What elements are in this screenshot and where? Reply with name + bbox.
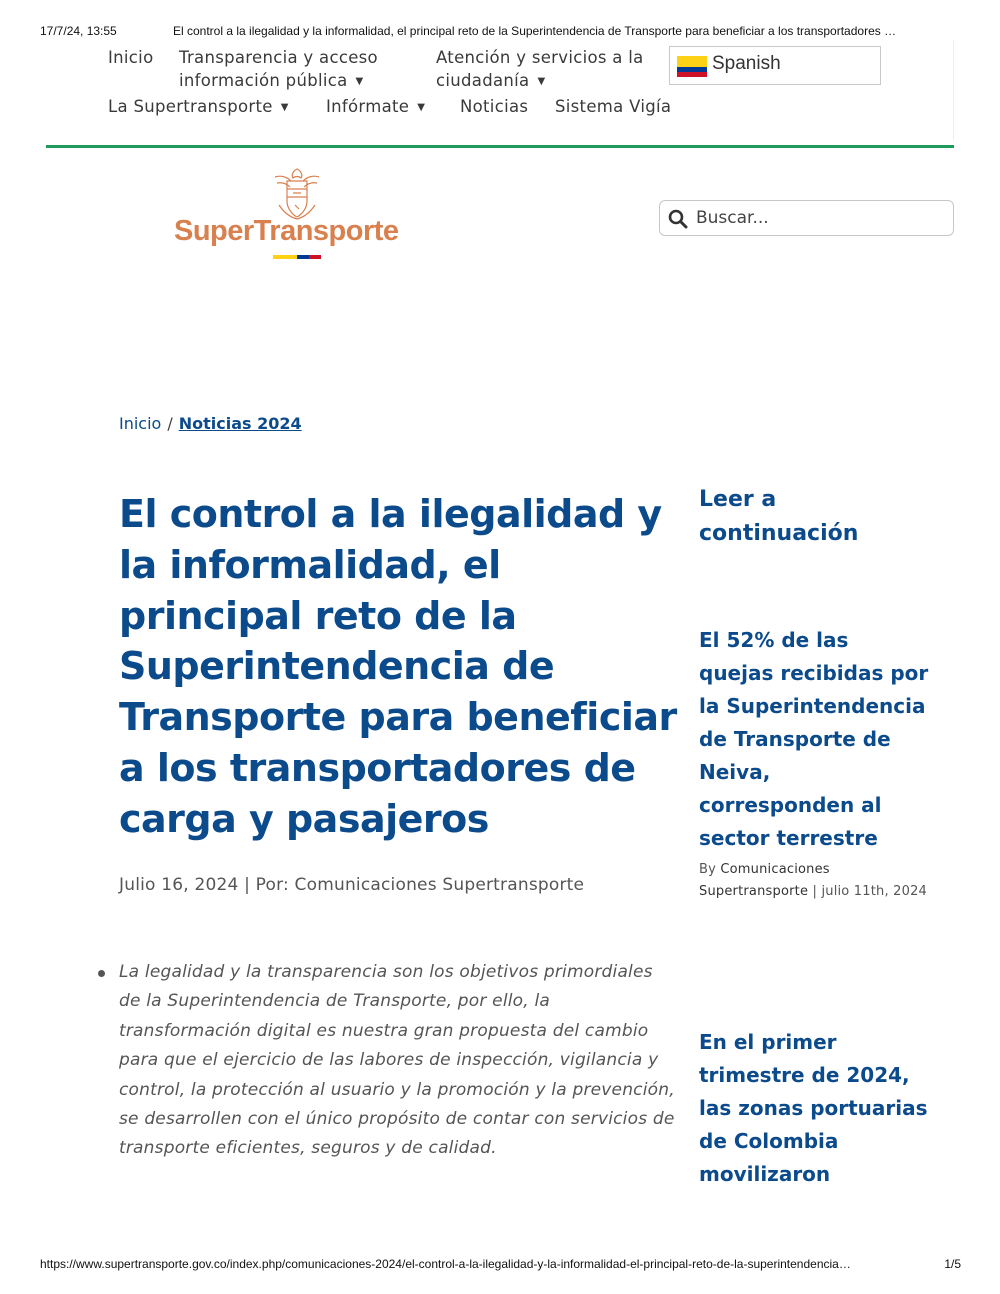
nav-item-transparencia[interactable]: [179, 46, 378, 93]
nav-label: Transparencia y acceso: [179, 48, 378, 67]
nav-item-sistema-vigia[interactable]: [555, 95, 671, 118]
related-post-date: julio 11th, 2024: [821, 884, 928, 899]
site-logo[interactable]: [174, 165, 424, 265]
search-icon[interactable]: [668, 209, 688, 229]
nav-item-noticias[interactable]: [460, 95, 528, 118]
breadcrumb: [119, 414, 302, 433]
caret-down-icon: ▼: [280, 102, 289, 113]
article-highlights: [119, 958, 679, 1164]
breadcrumb-separator: /: [167, 414, 173, 433]
print-datetime: 17/7/24, 13:55: [40, 24, 117, 38]
sidebar-heading: Leer a continuación: [699, 487, 859, 546]
print-page-number: 1/5: [944, 1257, 961, 1271]
header-divider: [46, 145, 954, 148]
related-post-title-link[interactable]: En el primer trimestre de 2024, las zonas portuarias de Colombia movilizaron: [699, 1030, 928, 1186]
nav-label: Noticias: [460, 97, 529, 116]
language-selector[interactable]: [669, 46, 881, 85]
related-post-title-link[interactable]: El 52% de las quejas recibidas por la Superintendencia de Transporte de Neiva, corresponden al sector terrestre: [699, 628, 929, 850]
logo-flag-bar: [273, 255, 321, 259]
print-doc-title: El control a la ilegalidad y la informalidad, el principal reto de la Superintendencia de Transporte para beneficiar a los transportadores …: [173, 24, 897, 38]
related-post: [699, 624, 929, 903]
search-input[interactable]: [696, 205, 946, 231]
colombia-coat-of-arms-icon: [271, 165, 323, 221]
print-footer: [40, 1257, 965, 1271]
nav-label: La Supertransporte: [108, 97, 273, 116]
nav-item-atencion[interactable]: [436, 46, 644, 93]
nav-item-la-supertransporte[interactable]: [108, 95, 289, 119]
print-header: [40, 24, 965, 38]
article-byline: Julio 16, 2024 | Por: Comunicaciones Supertransporte: [119, 875, 585, 895]
nav-label: ciudadanía: [436, 71, 530, 90]
list-item: [119, 958, 679, 1164]
colombia-flag-icon: [677, 56, 707, 77]
search-box: [659, 200, 954, 236]
caret-down-icon: ▼: [355, 76, 364, 87]
caret-down-icon: ▼: [537, 76, 546, 87]
meta-separator: |: [812, 884, 818, 899]
nav-label: Infórmate: [326, 97, 410, 116]
nav-item-informate[interactable]: [326, 95, 425, 119]
nav-item-inicio[interactable]: [108, 46, 153, 69]
nav-label: Sistema Vigía: [555, 97, 672, 116]
caret-down-icon: ▼: [417, 102, 426, 113]
related-post-author-link[interactable]: Comunicaciones Supertransporte: [699, 862, 830, 899]
related-post-meta: [699, 859, 929, 903]
meta-by: By: [699, 862, 717, 877]
related-post: [699, 1026, 929, 1191]
nav-label: Atención y servicios a la: [436, 48, 644, 67]
breadcrumb-current-link[interactable]: Noticias 2024: [178, 414, 302, 433]
article-title: El control a la ilegalidad y la informalidad, el principal reto de la Superintendencia de Transporte para beneficiar a los transportadores de carga y pasajeros: [119, 492, 677, 841]
nav-label: Inicio: [108, 48, 154, 67]
nav-label: información pública: [179, 71, 348, 90]
print-url: https://www.supertransporte.gov.co/index.php/comunicaciones-2024/el-control-a-la-ilegalidad-y-la-informalidad-el-principal-reto-de-la-superintendencia…: [40, 1257, 851, 1271]
logo-wordmark: SuperTransporte: [174, 215, 399, 247]
highlight-text: La legalidad y la transparencia son los objetivos primordiales de la Superintendencia de Transporte, por ello, la transformación digital es nuestra gran propuesta del cambio para que el ejercicio de las labores de inspección, vigilancia y control, la protección al usuario y la promoción y la prevención, se desarrollen con el único propósito de contar con servicios de transporte eficientes, seguros y de calidad.: [119, 962, 675, 1159]
breadcrumb-home-link[interactable]: Inicio: [119, 414, 162, 433]
language-label: Spanish: [712, 53, 781, 74]
bullet-icon: [98, 970, 105, 977]
header-edge: [953, 40, 954, 140]
